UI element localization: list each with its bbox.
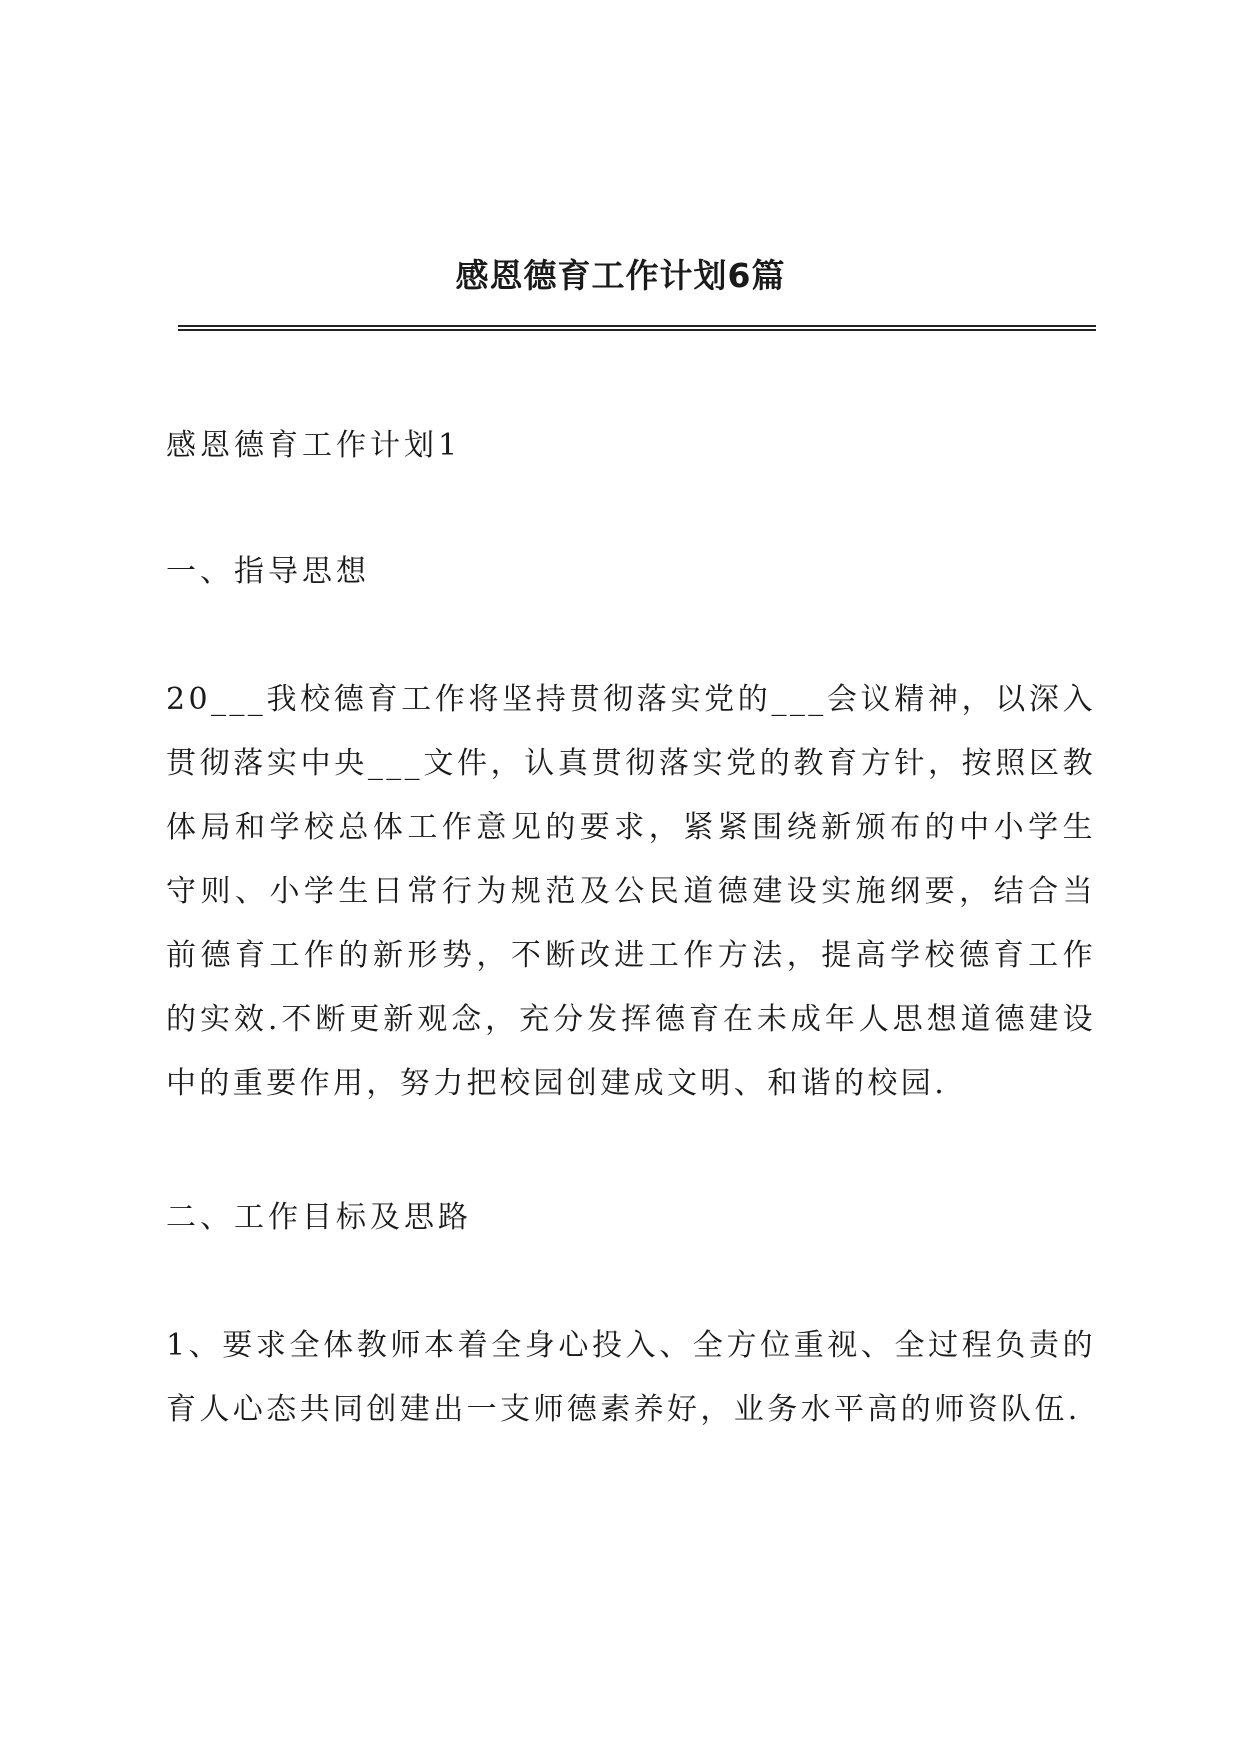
document-title: 感恩德育工作计划6篇	[455, 256, 786, 295]
heading-guiding-ideology: 一、指导思想	[166, 554, 370, 589]
heading-goals: 二、工作目标及思路	[166, 1200, 472, 1235]
paragraph-goal-1: 1、要求全体教师本着全身心投入、全方位重视、全过程负责的育人心态共同创建出一支师德素养好，业务水平高的师资队伍.	[166, 1328, 1096, 1427]
title-divider	[178, 325, 1096, 331]
section-title: 感恩德育工作计划1	[166, 428, 462, 463]
paragraph-guiding-ideology: 20___我校德育工作将坚持贯彻落实党的___会议精神，以深入贯彻落实中央___文件，认真贯彻落实党的教育方针，按照区教体局和学校总体工作意见的要求，紧紧围绕新颁布的中小学生守则、小学生日常行为规范及公民道德建设实施纲要，结合当前德育工作的新形势，不断改进工作方法，提高学校德育工作的实效.不断更新观念，充分发挥德育在未成年人思想道德建设中的重要作用，努力把校园创建成文明、和谐的校园.	[166, 682, 1096, 1101]
